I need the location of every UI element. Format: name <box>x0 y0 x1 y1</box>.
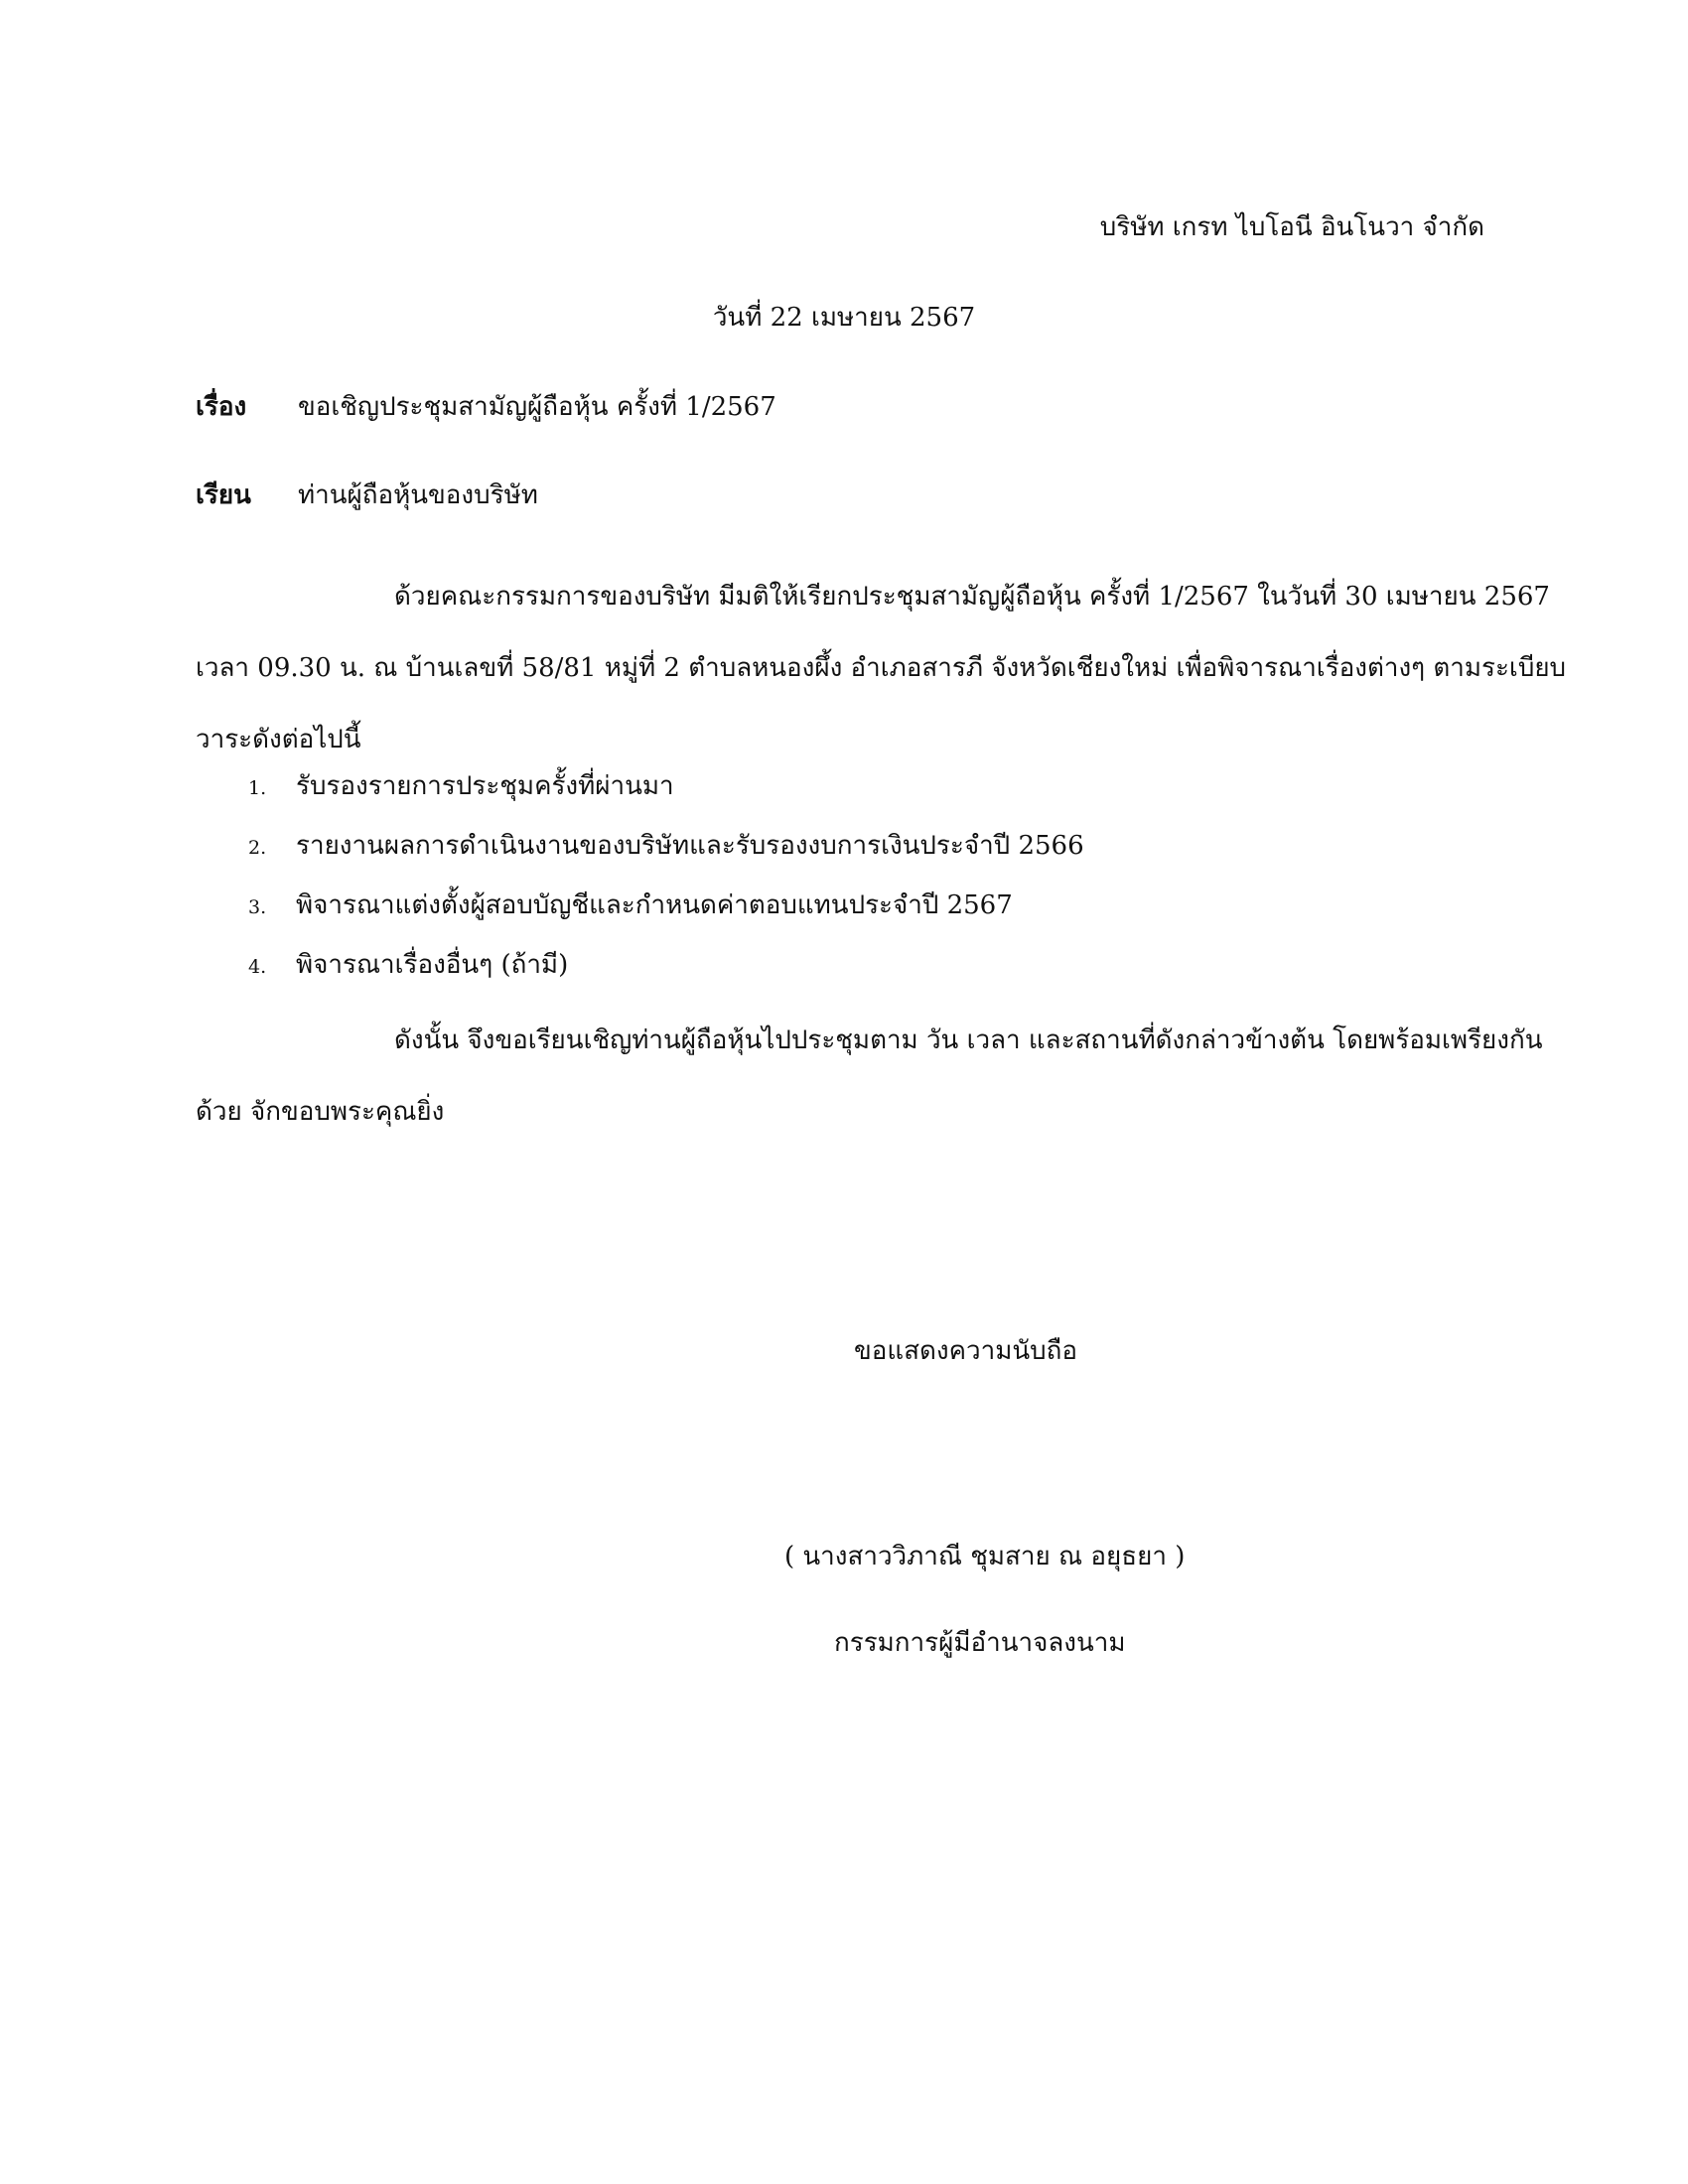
letter-date-text: วันที่ 22 เมษายน 2567 <box>712 303 976 333</box>
body-paragraph-intro <box>196 561 1567 775</box>
company-name: บริษัท เกรท ไบโอนี อินโนวา จำกัด <box>1099 212 1484 242</box>
subject-label: เรื่อง <box>196 392 247 422</box>
agenda-text: พิจารณาแต่งตั้งผู้สอบบัญชีและกำหนดค่าตอบแทนประจำปี 2567 <box>296 890 1013 920</box>
letter-date <box>0 297 1688 338</box>
subject-text: ขอเชิญประชุมสามัญผู้ถือหุ้น ครั้งที่ 1/2567 <box>298 392 776 422</box>
paragraph-line: ด้วยคณะกรรมการของบริษัท มีมติให้เรียกประชุมสามัญผู้ถือหุ้น ครั้งที่ 1/2567 ในวันที่ 30 เมษายน 2567 <box>394 582 1550 612</box>
agenda-number: 4. <box>248 956 267 978</box>
paragraph-line: ด้วย จักขอบพระคุณยิ่ง <box>196 1097 445 1127</box>
agenda-number: 2. <box>248 837 267 859</box>
paragraph-line: วาระดังต่อไปนี้ <box>196 725 361 754</box>
agenda-item <box>248 945 1084 1005</box>
recipient-text: ท่านผู้ถือหุ้นของบริษัท <box>298 480 538 510</box>
closing-phrase: ขอแสดงความนับถือ <box>854 1336 1077 1366</box>
recipient-label: เรียน <box>196 480 251 510</box>
agenda-text: รายงานผลการดำเนินงานของบริษัทและรับรองงบการเงินประจำปี 2566 <box>296 831 1084 861</box>
paragraph-line: ดังนั้น จึงขอเรียนเชิญท่านผู้ถือหุ้นไปประชุมตาม วัน เวลา และสถานที่ดังกล่าวข้างต้น โดยพร้อมเพรียงกัน <box>394 1025 1543 1055</box>
agenda-number: 3. <box>248 896 267 918</box>
signer-position: กรรมการผู้มีอำนาจลงนาม <box>834 1628 1126 1658</box>
agenda-text: รับรองรายการประชุมครั้งที่ผ่านมา <box>296 771 674 801</box>
agenda-text: พิจารณาเรื่องอื่นๆ (ถ้ามี) <box>296 950 569 980</box>
body-paragraph-invitation <box>196 1005 1543 1148</box>
agenda-item <box>248 886 1084 945</box>
agenda-item <box>248 766 1084 826</box>
paragraph-line: เวลา 09.30 น. ณ บ้านเลขที่ 58/81 หมู่ที่ 2 ตำบลหนองผึ้ง อำเภอสารภี จังหวัดเชียงใหม่ เพื่อพิจารณาเรื่องต่างๆ ตามระเบียบ <box>196 653 1567 683</box>
signer-name: ( นางสาววิภาณี ชุมสาย ณ อยุธยา ) <box>784 1542 1186 1571</box>
agenda-number: 1. <box>248 777 267 799</box>
agenda-list <box>248 766 1084 1005</box>
agenda-item <box>248 826 1084 886</box>
